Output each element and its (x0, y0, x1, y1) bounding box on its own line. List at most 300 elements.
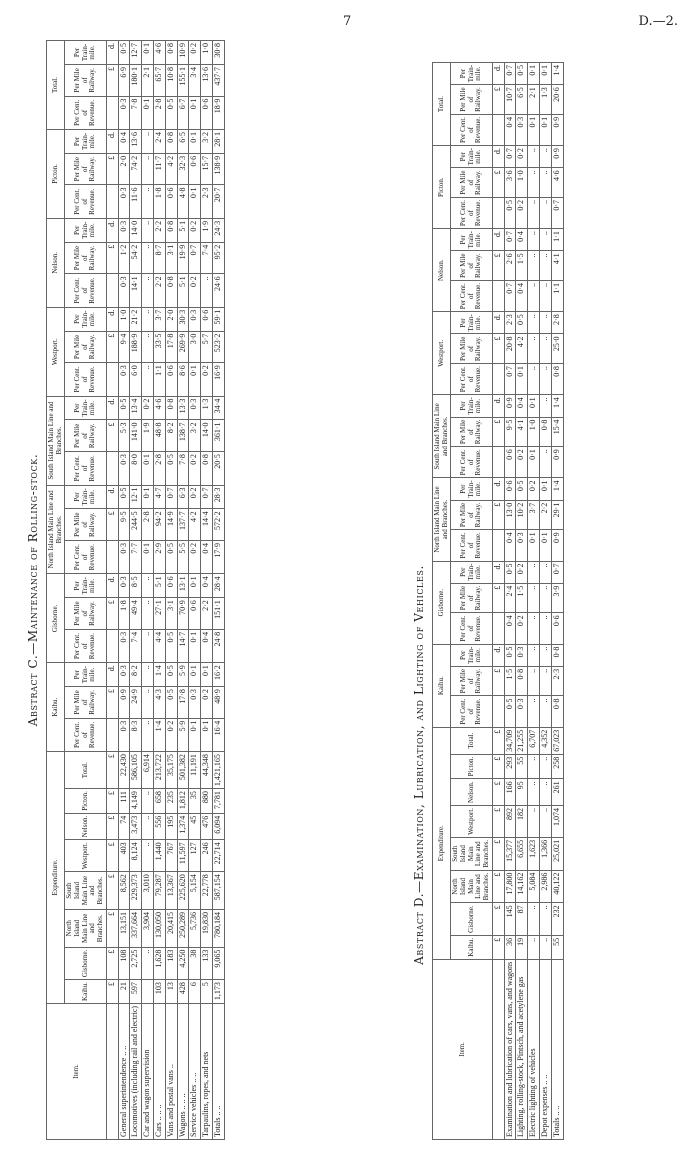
unit-cell (106, 452, 118, 485)
table-cell: 1,440 (154, 840, 166, 872)
table-cell: 65·7 (154, 64, 166, 96)
table-cell: 0·2 (189, 274, 201, 307)
abstract-d-rotated-block (412, 64, 564, 1140)
unit-cell: £ (492, 870, 504, 903)
row-item-label: Electric lighting of vehicles (528, 959, 540, 1139)
table-cell: 5·7 (201, 331, 213, 363)
table-cell: 0·3 (189, 307, 201, 331)
unit-cell: £ (492, 805, 504, 837)
table-row (201, 41, 213, 1140)
table-cell: 7·8 (130, 96, 142, 129)
table-cell: 2·2 (201, 598, 213, 630)
table-cell: 0·3 (516, 696, 528, 727)
row-item-label: Service vehicles .. .. (189, 1003, 201, 1139)
table-cell: 0·3 (118, 718, 130, 751)
table-cell: 13,151 (118, 909, 130, 947)
table-cell: 14·9 (165, 509, 177, 541)
table-cell: 1·0 (516, 168, 528, 198)
sub-column-header: Per Mile of Railway. (451, 417, 492, 447)
table-cell: 182 (516, 805, 528, 837)
unit-cell (492, 530, 504, 561)
unit-cell: £ (492, 251, 504, 281)
table-cell: 1·4 (154, 663, 166, 687)
sub-column-header: Per Train-mile. (451, 644, 492, 666)
unit-cell (492, 281, 504, 312)
table-cell: 33·5 (154, 331, 166, 363)
table-cell: 0·4 (504, 114, 516, 145)
table-cell: 0·1 (201, 663, 213, 687)
section-header: North Island Main Line and Branches. (433, 478, 451, 561)
section-header: Total. (433, 62, 451, 145)
table-cell: 74·2 (130, 153, 142, 185)
unit-cell: £ (106, 64, 118, 96)
table-cell: 597 (130, 980, 142, 1004)
unit-cell: £ (106, 980, 118, 1004)
table-cell: .. (528, 146, 540, 168)
totals-cell: 30·8 (212, 41, 224, 65)
table-cell: 13·6 (130, 130, 142, 154)
table-cell: 14·4 (201, 509, 213, 541)
section-header: South Island Main Line and Branches. (433, 395, 451, 478)
table-cell: .. (142, 331, 154, 363)
table-cell: 5 (201, 980, 213, 1004)
table-cell: 501,382 (177, 752, 189, 789)
unit-cell (492, 447, 504, 478)
table-cell: .. (528, 334, 540, 364)
unit-cell (492, 696, 504, 727)
sub-column-header: Per Train-mile. (451, 146, 492, 168)
table-cell: 11·6 (130, 185, 142, 218)
sub-column-header: Per Cent. of Revenue. (65, 274, 106, 307)
unit-cell: £ (106, 509, 118, 541)
table-cell: 2·2 (154, 218, 166, 242)
table-cell: .. (540, 168, 552, 198)
table-cell: 35,175 (165, 752, 177, 789)
table-cell: 137·7 (177, 509, 189, 541)
totals-cell: 1·4 (551, 395, 563, 417)
table-cell: 54·2 (130, 242, 142, 274)
table-cell: 0·5 (504, 197, 516, 228)
table-cell: 130,050 (154, 909, 166, 947)
unit-cell (492, 114, 504, 145)
expenditure-group-header: Expenditure. (47, 752, 65, 1004)
table-cell: 0·8 (165, 130, 177, 154)
table-cell: .. (142, 574, 154, 598)
table-cell: .. (528, 903, 540, 935)
table-cell: .. (528, 281, 540, 312)
expenditure-column-header: Picton. (451, 754, 492, 779)
table-cell: 17·8 (177, 687, 189, 719)
expenditure-column-header: Nelson. (451, 779, 492, 806)
table-cell: 6,707 (528, 727, 540, 754)
unit-cell: £ (492, 837, 504, 870)
table-cell: 0·4 (201, 541, 213, 574)
table-cell: 8·3 (130, 718, 142, 751)
table-cell: .. (142, 718, 154, 751)
table-cell: 0·3 (118, 218, 130, 242)
table-cell: 0·5 (516, 478, 528, 500)
table-cell: 0·8 (165, 274, 177, 307)
totals-cell: 4·6 (551, 168, 563, 198)
table-cell: 229,373 (130, 872, 142, 910)
table-cell: .. (540, 251, 552, 281)
table-cell: 3·0 (189, 331, 201, 363)
section-header: Kaihu. (433, 644, 451, 727)
table-cell: 5,154 (189, 872, 201, 910)
table-cell: 13·0 (504, 500, 516, 530)
section-header: Westport. (433, 312, 451, 395)
table-cell: 4·2 (165, 153, 177, 185)
table-cell: 0·2 (142, 396, 154, 420)
table-cell: 87 (516, 903, 528, 935)
sub-column-header: Per Train-mile. (65, 574, 106, 598)
table-cell: .. (528, 779, 540, 806)
table-cell: 13,367 (165, 872, 177, 910)
table-cell: 180·1 (130, 64, 142, 96)
sub-column-header: Per Train-mile. (451, 395, 492, 417)
table-cell: .. (540, 779, 552, 806)
table-cell: .. (540, 754, 552, 779)
totals-cell: 4·1 (551, 251, 563, 281)
table-cell: 5·1 (177, 274, 189, 307)
table-cell: 0·3 (516, 114, 528, 145)
table-cell: 250,289 (177, 909, 189, 947)
totals-cell: 22,714 (212, 840, 224, 872)
totals-cell: 20·7 (212, 185, 224, 218)
totals-cell: 1·4 (551, 62, 563, 84)
sub-column-header: Per Train-mile. (451, 478, 492, 500)
table-cell: 19·9 (177, 242, 189, 274)
table-cell: 0·6 (201, 307, 213, 331)
table-cell: 1·5 (516, 251, 528, 281)
header-row (47, 41, 65, 1140)
table-cell: 5·1 (154, 574, 166, 598)
table-cell: 27·1 (154, 598, 166, 630)
table-cell: .. (528, 197, 540, 228)
unit-cell: d. (492, 62, 504, 84)
totals-cell: 437·7 (212, 64, 224, 96)
table-cell: 195 (165, 813, 177, 840)
table-cell: .. (142, 840, 154, 872)
totals-row (551, 62, 563, 1139)
table-cell: 0·1 (189, 363, 201, 396)
table-cell: 2·4 (504, 583, 516, 613)
unit-cell: d. (106, 307, 118, 331)
totals-cell: 24·3 (212, 218, 224, 242)
sub-column-header: Per Mile of Railway. (65, 598, 106, 630)
table-cell: 24·9 (130, 687, 142, 719)
table-cell: 0·5 (516, 312, 528, 334)
table-cell: 20·8 (504, 334, 516, 364)
table-cell: 0·1 (189, 96, 201, 129)
table-cell: .. (540, 666, 552, 696)
table-cell: 4·6 (154, 396, 166, 420)
unit-cell: £ (492, 85, 504, 115)
table-cell: 3,904 (142, 909, 154, 947)
table-cell: .. (142, 687, 154, 719)
table-cell: 6·3 (177, 485, 189, 509)
table-cell: 556 (154, 813, 166, 840)
table-cell: 0·1 (201, 718, 213, 751)
unit-cell: d. (492, 395, 504, 417)
table-cell: 5·9 (177, 663, 189, 687)
table-cell: .. (142, 629, 154, 662)
table-cell: 0·3 (118, 629, 130, 662)
table-cell: 13 (165, 980, 177, 1004)
header-row (433, 62, 451, 1139)
table-cell: .. (540, 447, 552, 478)
sub-column-header: Per Cent. of Revenue. (65, 452, 106, 485)
expenditure-group-header: Expenditure. (433, 727, 451, 959)
table-cell: 6·9 (118, 64, 130, 96)
table-cell: 9·5 (118, 509, 130, 541)
totals-cell: 24·6 (212, 274, 224, 307)
sub-column-header: Per Cent. of Revenue. (65, 718, 106, 751)
table-cell: .. (540, 935, 552, 959)
unit-cell (106, 363, 118, 396)
unit-cell: £ (106, 331, 118, 363)
totals-cell: 361·1 (212, 420, 224, 452)
expenditure-column-header: Total. (451, 727, 492, 754)
table-cell: 8·2 (130, 663, 142, 687)
table-cell: .. (540, 644, 552, 666)
table-cell: 10·8 (165, 64, 177, 96)
table-cell: 14·0 (201, 420, 213, 452)
totals-cell: 258 (551, 754, 563, 779)
table-cell: 0·1 (189, 663, 201, 687)
sub-column-header: Per Train-mile. (451, 561, 492, 583)
unit-cell: £ (492, 334, 504, 364)
table-cell: .. (540, 613, 552, 644)
table-cell: 3,010 (142, 872, 154, 910)
table-cell: 0·5 (118, 485, 130, 509)
table-cell: 0·7 (504, 229, 516, 251)
table-cell: 3·6 (504, 168, 516, 198)
table-cell: 0·1 (189, 574, 201, 598)
unit-cell: £ (492, 935, 504, 959)
unit-cell: £ (106, 872, 118, 910)
expenditure-column-header: Westport. (451, 805, 492, 837)
totals-cell: 95·2 (212, 242, 224, 274)
table-cell: 3,473 (130, 813, 142, 840)
unit-cell: d. (106, 130, 118, 154)
table-row (189, 41, 201, 1140)
totals-cell: 0·9 (551, 146, 563, 168)
row-item-label: General superintendence .. .. (118, 1003, 130, 1139)
table-cell: 0·3 (118, 274, 130, 307)
table-cell: 2·8 (142, 509, 154, 541)
row-item-label: Vans and postal vans .. (165, 1003, 177, 1139)
table-cell: 34,709 (504, 727, 516, 754)
table-cell: 0·1 (540, 62, 552, 84)
table-cell: 2·4 (154, 130, 166, 154)
table-cell: 0·5 (118, 41, 130, 65)
table-cell: 225,620 (177, 872, 189, 910)
table-cell: 4·6 (154, 41, 166, 65)
sub-column-header: Per Mile of Railway. (65, 420, 106, 452)
table-cell: .. (528, 312, 540, 334)
section-header: Gisborne. (47, 574, 65, 663)
totals-cell: 1,421,165 (212, 752, 224, 789)
table-cell: 0·4 (504, 613, 516, 644)
unit-cell-blank (492, 959, 504, 1139)
sub-column-header: Per Cent. of Revenue. (451, 447, 492, 478)
unit-cell: £ (492, 754, 504, 779)
table-cell: 5·1 (177, 218, 189, 242)
totals-cell: 59·1 (212, 307, 224, 331)
table-cell: 244·5 (130, 509, 142, 541)
page-number: 7 (343, 14, 352, 29)
table-cell: 0·7 (165, 485, 177, 509)
table-cell: 0·3 (189, 687, 201, 719)
sub-column-header: Per Mile of Railway. (65, 242, 106, 274)
table-cell: .. (142, 789, 154, 814)
table-cell: 293 (504, 754, 516, 779)
table-cell: 0·6 (504, 447, 516, 478)
header-row (65, 41, 106, 1140)
sub-column-header: Per Mile of Railway. (451, 168, 492, 198)
table-cell: 1·0 (118, 307, 130, 331)
totals-cell: 18·9 (212, 96, 224, 129)
table-cell: 4,149 (130, 789, 142, 814)
totals-cell: 6,094 (212, 813, 224, 840)
table-cell: 11,597 (177, 840, 189, 872)
expenditure-column-header: Gisborne. (65, 947, 106, 979)
table-cell: 0·1 (142, 541, 154, 574)
table-cell: 20,415 (165, 909, 177, 947)
table-cell: 0·4 (504, 530, 516, 561)
table-cell: 0·1 (142, 485, 154, 509)
table-cell: .. (540, 281, 552, 312)
table-cell: 337,664 (130, 909, 142, 947)
table-cell: 767 (165, 840, 177, 872)
totals-cell: 15·4 (551, 417, 563, 447)
sub-column-header: Per Cent. of Revenue. (451, 197, 492, 228)
unit-cell: d. (106, 663, 118, 687)
table-cell: 111 (118, 789, 130, 814)
table-cell: 1·2 (118, 242, 130, 274)
table-cell: 0·3 (118, 574, 130, 598)
table-row (528, 62, 540, 1139)
table-cell: 0·5 (165, 687, 177, 719)
table-cell: 0·8 (165, 41, 177, 65)
sub-column-header: Per Cent. of Revenue. (451, 696, 492, 727)
table-cell: 14·1 (130, 274, 142, 307)
section-header: Nelson. (433, 229, 451, 312)
table-cell: 6,655 (516, 837, 528, 870)
totals-cell: 24·8 (212, 629, 224, 662)
table-cell: .. (528, 666, 540, 696)
table-cell: 5,736 (189, 909, 201, 947)
table-cell: 0·1 (189, 185, 201, 218)
unit-cell: d. (492, 478, 504, 500)
totals-cell: 0·7 (551, 561, 563, 583)
totals-cell: 232 (551, 903, 563, 935)
table-cell: .. (540, 146, 552, 168)
unit-row (106, 41, 118, 1140)
table-cell: 1·9 (201, 218, 213, 242)
table-cell: 21,255 (516, 727, 528, 754)
table-cell: 0·1 (142, 41, 154, 65)
unit-cell (106, 629, 118, 662)
table-cell: .. (142, 663, 154, 687)
table-cell: 55 (516, 754, 528, 779)
totals-cell: 1,173 (212, 980, 224, 1004)
table-cell: 2·1 (528, 85, 540, 115)
sub-column-header: Per Cent. of Revenue. (451, 530, 492, 561)
expenditure-column-header: Kaihu. (65, 980, 106, 1004)
table-cell: 0·3 (189, 396, 201, 420)
table-cell: 188·9 (130, 331, 142, 363)
unit-cell: d. (492, 644, 504, 666)
table-cell: 19 (516, 935, 528, 959)
totals-cell: 1·4 (551, 478, 563, 500)
unit-cell: £ (492, 666, 504, 696)
table-cell: 8,124 (130, 840, 142, 872)
totals-cell: 2·3 (551, 666, 563, 696)
expenditure-column-header: Gisborne. (451, 903, 492, 935)
table-cell: .. (540, 561, 552, 583)
document-reference: D.—2. (638, 14, 678, 29)
table-cell: 3·2 (201, 130, 213, 154)
unit-cell: d. (106, 574, 118, 598)
section-header: Picton. (433, 146, 451, 229)
expenditure-column-header: Picton. (65, 789, 106, 814)
table-cell: 0·1 (540, 530, 552, 561)
section-header: Picton. (47, 130, 65, 219)
unit-cell: £ (492, 168, 504, 198)
table-cell: 0·8 (165, 218, 177, 242)
table-cell: 5,084 (528, 870, 540, 903)
table-cell: 0·6 (504, 478, 516, 500)
totals-cell: 523·2 (212, 331, 224, 363)
unit-cell: £ (106, 687, 118, 719)
table-cell: 8·6 (177, 363, 189, 396)
table-cell: 0·1 (142, 452, 154, 485)
table-cell: 0·7 (201, 485, 213, 509)
table-cell: .. (528, 696, 540, 727)
table-cell: 0·4 (516, 395, 528, 417)
unit-cell: d. (106, 485, 118, 509)
table-cell: 0·2 (189, 541, 201, 574)
table-cell: 0·5 (504, 561, 516, 583)
sub-column-header: Per Mile of Railway. (65, 64, 106, 96)
totals-cell: 17·9 (212, 541, 224, 574)
table-cell: 10·9 (177, 41, 189, 65)
sub-column-header: Per Train-mile. (65, 130, 106, 154)
table-cell: .. (540, 903, 552, 935)
table-cell: 0·2 (189, 452, 201, 485)
totals-cell: 25,021 (551, 837, 563, 870)
table-cell: 30·3 (177, 307, 189, 331)
totals-cell: 0·8 (551, 696, 563, 727)
table-cell: 183 (165, 947, 177, 979)
totals-cell: 9,065 (212, 947, 224, 979)
table-cell: 0·2 (201, 687, 213, 719)
table-cell: 0·7 (504, 62, 516, 84)
sub-column-header: Per Cent. of Revenue. (451, 114, 492, 145)
unit-cell: £ (106, 789, 118, 814)
table-cell: 108 (118, 947, 130, 979)
table-cell: 4·2 (516, 334, 528, 364)
table-cell: .. (540, 364, 552, 395)
table-cell: 0·3 (516, 644, 528, 666)
table-cell: 2·3 (504, 312, 516, 334)
table-cell: 0·3 (118, 452, 130, 485)
table-cell: 0·6 (165, 363, 177, 396)
totals-cell: 0·8 (551, 644, 563, 666)
table-cell: 235 (165, 789, 177, 814)
